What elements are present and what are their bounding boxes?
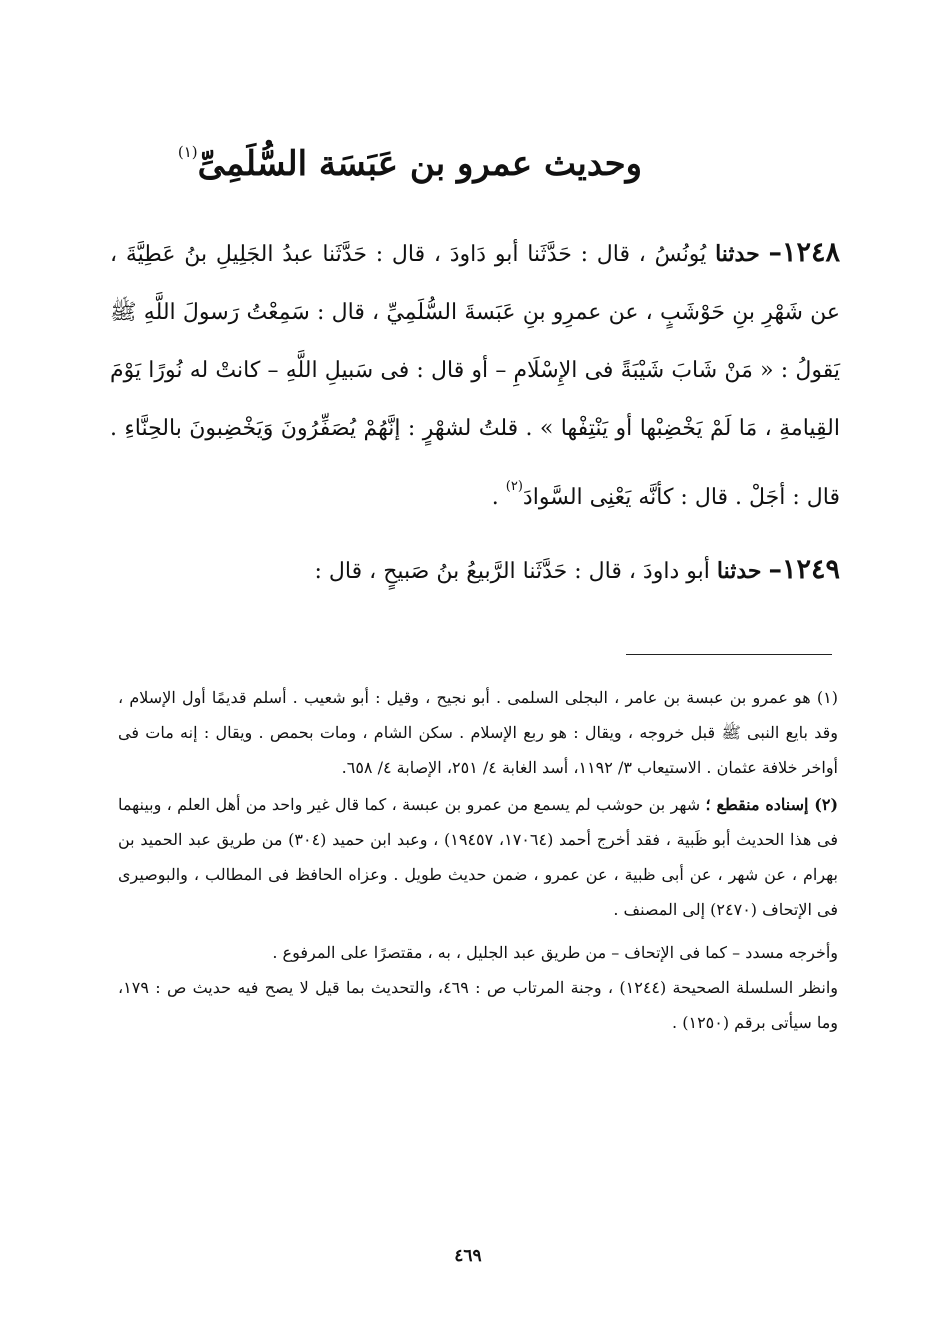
footnote-2-extra-2: وانظر السلسلة الصحيحة (١٢٤٤) ، وجنة المرتاب ص : ٤٦٩، والتحديث بما قيل لا يصح فيه حديث ص : ١٧٩، وما سيأتى برقم (١٢٥٠) .: [118, 978, 839, 1032]
main-text: [110, 224, 840, 601]
hadith-text: يُونُسُ ، قال : حَدَّثَنا أبو دَاودَ ، قال : حَدَّثَنا عبدُ الجَلِيلِ بنُ عَطِيَّةَ ، عن شَهْرِ بنِ حَوْشَبٍ ، عن عمرِو بنِ عَبَسةَ السُّلَمِيِّ ، قال : سَمِعْتُ رَسولَ اللَّهِ ﷺ يَقولُ : « مَنْ شَابَ شَيْبَةً فى الإِسْلَامِ – أو قال : فى سَبيلِ اللَّهِ – كانتْ له نُورًا يَوْمَ القِيامةِ ، مَا لَمْ يَخْضِبْها أو يَنْتِفْها » . قلتُ لشهْرٍ : إنَّهُمْ يُصَفِّرُونَ وَيَخْضِبونَ بالحِنَّاءِ . قال : أجَلْ . قال : كأنَّه يَعْنِى السَّوادَ: [110, 242, 840, 510]
hadith-1249: [110, 541, 840, 601]
footnote-2-label: (٢) إسناده منقطع ؛: [705, 795, 839, 814]
footnote-2-text: شهر بن حوشب لم يسمع من عمرو بن عبسة ، كما قال غير واحد من أهل العلم ، وبينهما فى هذا الحديث أبو ظَبية ، فقد أخرج أحمد (١٧٠٦٤، ١٩٤٥٧) ، وعبد ابن حميد (٣٠٤) من طريق عبد الحميد بن بهرام ، عن شهر ، عن أبى ظبية ، عن عمرو ، ضمن حديث طويل . وعزاه الحافظ فى المطالب ، والبوصيرى فى الإتحاف (٢٤٧٠) إلى المصنف .: [118, 795, 839, 919]
title-text: وحديث عمرو بن عَبَسَة السُّلَمِىِّ: [197, 144, 643, 184]
footnote-2-extra-1: وأخرجه مسدد – كما فى الإتحاف – من طريق عبد الجليل ، به ، مقتصرًا على المرفوع .: [272, 943, 838, 962]
hadith-1248: [110, 224, 840, 527]
hadith-lead: حدثنا: [715, 241, 760, 267]
footnote-divider: [626, 654, 832, 655]
hadith-number: ١٢٤٨–: [768, 237, 841, 268]
footnote-2: [118, 787, 838, 927]
title-footnote-ref: (١): [177, 143, 198, 161]
hadith-number: ١٢٤٩–: [768, 554, 840, 585]
page-number: ٤٦٩: [454, 1246, 482, 1266]
section-title: [120, 122, 700, 194]
hadith-text-end: .: [491, 485, 506, 510]
footnotes: [118, 680, 838, 1040]
hadith-footnote-ref: (٢): [505, 479, 523, 494]
footnote-1: (١) هو عمرو بن عبسة بن عامر ، البجلى السلمى . أبو نجيح ، وقيل : أبو شعيب . أسلم قديمًا أول الإسلام ، وقد بايع النبى ﷺ قبل خروجه ، ويقال : هو ربع الإسلام . سكن الشام ، ومات بحمص . ويقال : إنه مات فى أواخر خلافة عثمان . الاستيعاب ٣/ ١١٩٢، أسد الغابة ٤/ ٢٥١، الإصابة ٤/ ٦٥٨.: [118, 688, 839, 777]
hadith-lead: حدثنا: [716, 558, 762, 584]
hadith-text: أبو داودَ ، قال : حَدَّثَنا الرَّبيعُ بنُ صَبيحٍ ، قال :: [314, 559, 710, 584]
